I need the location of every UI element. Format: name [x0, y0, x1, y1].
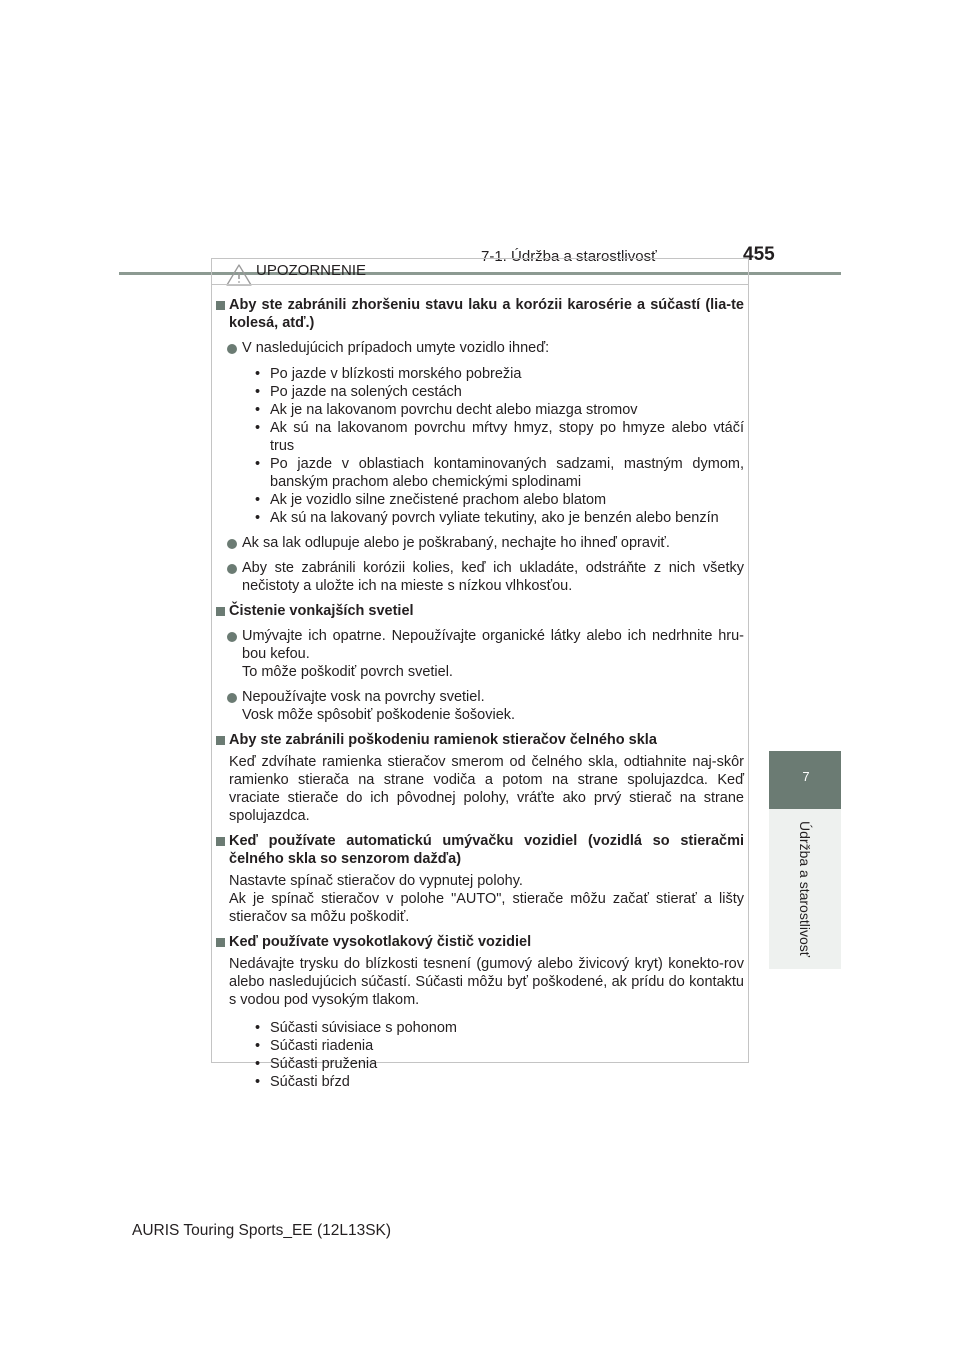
bullet-item: • Súčasti súvisiace s pohonom	[255, 1019, 744, 1037]
bullet-item: • Ak je na lakovanom povrchu decht alebo miazga stromov	[255, 401, 744, 419]
page-number: 455	[743, 244, 775, 265]
section-paragraph: Ak je spínač stieračov v polohe "AUTO", stierače môžu začať stierať a lišty stieračov sa môžu poškodiť.	[229, 891, 744, 925]
bullet-item: • Súčasti bŕzd	[255, 1073, 744, 1091]
circle-item-text: To môže poškodiť povrch svetiel.	[242, 664, 453, 680]
bullet-item: • Ak je vozidlo silne znečistené prachom alebo blatom	[255, 491, 744, 509]
circle-item-text: Vosk môže spôsobiť poškodenie šošoviek.	[242, 707, 516, 723]
bullet-item: • Po jazde v oblastiach kontaminovaných sadzami, mastným dymom, banským prachom alebo chemickými splodinami	[255, 455, 744, 491]
section-wiper-arms	[214, 731, 744, 825]
circle-item-text: Umývajte ich opatrne. Nepoužívajte organické látky alebo ich nedrhnite hru-bou kefou.	[242, 628, 744, 662]
section-heading: Aby ste zabránili poškodeniu ramienok stieračov čelného skla	[214, 731, 744, 749]
section-heading: Keď používate vysokotlakový čistič vozidiel	[214, 933, 744, 951]
bullet-item: • Ak sú na lakovanom povrchu mŕtvy hmyz, stopy po hmyze alebo vtáčí trus	[255, 419, 744, 455]
warning-content	[214, 296, 744, 1091]
bullet-item: • Súčasti riadenia	[255, 1037, 744, 1055]
circle-item: Aby ste zabránili korózii kolies, keď ich ukladáte, odstráňte z nich všetky nečistoty a uložte ich na mieste s nízkou vlhkosťou.	[214, 559, 744, 595]
warning-separator	[211, 284, 749, 285]
footer-model: AURIS Touring Sports_EE (12L13SK)	[132, 1222, 392, 1239]
section-exterior-lights	[214, 602, 744, 724]
bullet-list	[214, 1019, 744, 1091]
circle-item	[214, 688, 744, 724]
chapter-label: Údržba a starostlivosť	[797, 821, 813, 957]
section-car-wash	[214, 832, 744, 926]
section-paragraph: Keď zdvíhate ramienka stieračov smerom od čelného skla, odtiahnite naj-skôr ramienko stierača na strane vodiča a potom na strane spolujazdca. Keď vraciate stierače do ich pôvodnej polohy, vráťte ako prvý stierač na strane spolujazdca.	[229, 754, 744, 824]
section-heading: Čistenie vonkajších svetiel	[214, 602, 744, 620]
running-header-section: 7-1. Údržba a starostlivosť	[481, 248, 657, 265]
bullet-item: • Súčasti pruženia	[255, 1055, 744, 1073]
circle-item: V nasledujúcich prípadoch umyte vozidlo ihneď:	[214, 339, 744, 357]
bullet-item: • Po jazde na solených cestách	[255, 383, 744, 401]
warning-title: UPOZORNENIE	[256, 262, 367, 279]
circle-item	[214, 627, 744, 681]
bullet-item: • Ak sú na lakovaný povrch vyliate tekutiny, ako je benzén alebo benzín	[255, 509, 744, 527]
bullet-item: • Po jazde v blízkosti morského pobrežia	[255, 365, 744, 383]
section-pressure-washer	[214, 933, 744, 1091]
section-heading: Aby ste zabránili zhoršeniu stavu laku a korózii karosérie a súčastí (lia-te kolesá, atď.)	[214, 296, 744, 332]
circle-item: Ak sa lak odlupuje alebo je poškrabaný, nechajte ho ihneď opraviť.	[214, 534, 744, 552]
section-paragraph: Nedávajte trysku do blízkosti tesnení (gumový alebo živicový kryt) konekto-rov alebo nasledujúcich súčastí. Súčasti môžu byť poškodené, ak prídu do kontaktu s vodou pod vysokým tlakom.	[229, 956, 744, 1008]
section-paragraph: Nastavte spínač stieračov do vypnutej polohy.	[229, 873, 523, 889]
bullet-list	[214, 365, 744, 527]
section-heading: Keď používate automatickú umývačku vozidiel (vozidlá so stieračmi čelného skla so senzorom dažďa)	[214, 832, 744, 868]
section-paint-corrosion	[214, 296, 744, 595]
circle-item-text: Nepoužívajte vosk na povrchy svetiel.	[242, 689, 485, 705]
chapter-number: 7	[802, 769, 810, 784]
warning-triangle-icon	[226, 264, 252, 286]
